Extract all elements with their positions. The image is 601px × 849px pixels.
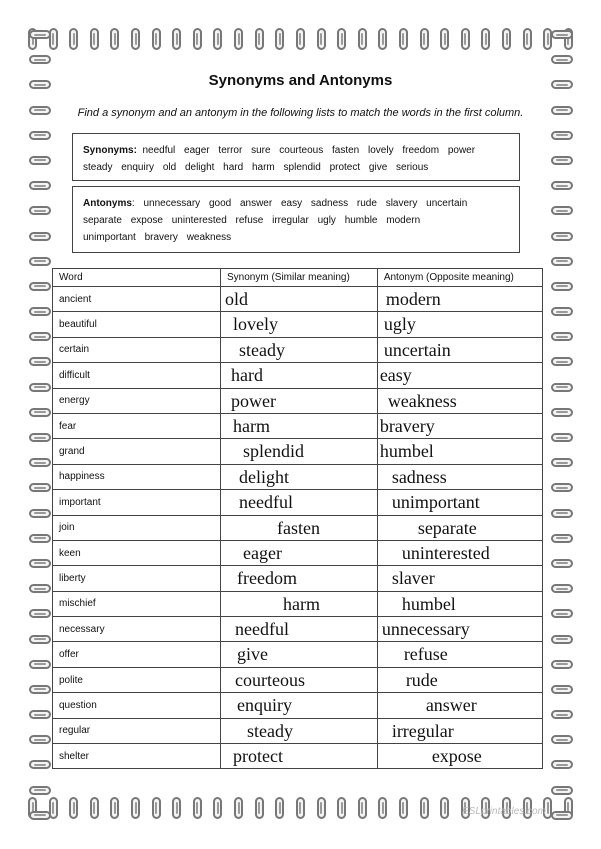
- paperclip-icon: [29, 660, 51, 669]
- antonym-cell: [377, 287, 542, 312]
- paperclip-icon: [461, 28, 470, 50]
- paperclip-icon: [69, 28, 78, 50]
- paperclip-icon: [551, 584, 573, 593]
- paperclip-icon: [29, 483, 51, 492]
- antonym-answer: answer: [425, 695, 477, 716]
- synonym-answer: lovely: [233, 314, 278, 335]
- word-cell: regular: [53, 718, 221, 743]
- synonym-cell: [221, 287, 378, 312]
- synonym-cell: [221, 566, 378, 591]
- synonym-cell: [221, 540, 378, 565]
- antonym-cell: [377, 693, 542, 718]
- table-row: [53, 363, 543, 388]
- word-cell: polite: [53, 667, 221, 692]
- paperclip-icon: [193, 797, 202, 819]
- paperclip-icon: [551, 156, 573, 165]
- paperclip-icon: [440, 797, 449, 819]
- antonym-cell: [377, 388, 542, 413]
- word-cell: necessary: [53, 617, 221, 642]
- antonym-cell: [377, 642, 542, 667]
- antonym-answer: bravery: [379, 415, 435, 436]
- table-row: [53, 540, 543, 565]
- paperclip-icon: [29, 332, 51, 341]
- word-cell: energy: [53, 388, 221, 413]
- antonym-answer: humbel: [379, 441, 434, 462]
- synonym-cell: [221, 693, 378, 718]
- paperclip-icon: [399, 28, 408, 50]
- word-cell: liberty: [53, 566, 221, 591]
- antonym-cell: [377, 515, 542, 540]
- antonyms-box: [72, 186, 520, 253]
- synonym-answer: courteous: [235, 669, 305, 690]
- word-cell: mischief: [53, 591, 221, 616]
- paperclip-icon: [551, 509, 573, 518]
- synonyms-list-line-2: steady enquiry old delight hard harm splendid protect give serious: [83, 162, 429, 173]
- synonym-answer: splendid: [243, 441, 304, 462]
- paperclip-icon: [29, 156, 51, 165]
- synonym-answer: steady: [247, 720, 293, 741]
- antonym-cell: [377, 464, 542, 489]
- antonym-answer: sadness: [391, 466, 447, 487]
- synonym-answer: freedom: [237, 568, 297, 589]
- paperclip-icon: [152, 28, 161, 50]
- paperclip-icon: [213, 28, 222, 50]
- synonym-cell: [221, 363, 378, 388]
- paperclip-border-right: [552, 30, 572, 820]
- paperclip-icon: [551, 232, 573, 241]
- antonym-cell: [377, 413, 542, 438]
- antonym-cell: [377, 591, 542, 616]
- synonym-cell: [221, 744, 378, 769]
- paperclip-icon: [378, 797, 387, 819]
- paperclip-icon: [551, 458, 573, 467]
- paperclip-icon: [255, 28, 264, 50]
- paperclip-icon: [29, 257, 51, 266]
- paperclip-border-left: [30, 30, 50, 820]
- word-cell: join: [53, 515, 221, 540]
- synonym-cell: [221, 312, 378, 337]
- synonym-answer: protect: [233, 746, 283, 767]
- table-row: [53, 617, 543, 642]
- synonym-cell: [221, 667, 378, 692]
- paperclip-icon: [110, 28, 119, 50]
- antonym-cell: [377, 667, 542, 692]
- paperclip-icon: [551, 206, 573, 215]
- paperclip-icon: [213, 797, 222, 819]
- paperclip-icon: [551, 282, 573, 291]
- paperclip-icon: [29, 55, 51, 64]
- synonym-cell: [221, 642, 378, 667]
- paperclip-icon: [29, 710, 51, 719]
- paperclip-icon: [551, 609, 573, 618]
- synonyms-box: [72, 133, 520, 181]
- paperclip-icon: [131, 28, 140, 50]
- synonym-answer: needful: [239, 492, 293, 513]
- paperclip-icon: [29, 458, 51, 467]
- paperclip-icon: [90, 28, 99, 50]
- antonym-answer: expose: [431, 746, 482, 767]
- antonym-answer: uninterested: [401, 542, 490, 563]
- synonym-answer: harm: [283, 593, 320, 614]
- antonym-cell: [377, 540, 542, 565]
- paperclip-icon: [551, 811, 573, 820]
- paperclip-icon: [29, 357, 51, 366]
- table-row: [53, 464, 543, 489]
- paperclip-icon: [551, 660, 573, 669]
- table-row: [53, 667, 543, 692]
- paperclip-icon: [29, 282, 51, 291]
- paperclip-icon: [481, 28, 490, 50]
- paperclip-border-top: [0, 28, 601, 54]
- paperclip-icon: [551, 55, 573, 64]
- table-row: [53, 413, 543, 438]
- table-row: [53, 566, 543, 591]
- antonym-cell: [377, 744, 542, 769]
- synonym-answer: hard: [231, 365, 263, 386]
- antonyms-list-line-2: separate expose uninterested refuse irregular ugly humble modern: [83, 215, 421, 226]
- watermark: ESLprintables.com: [462, 806, 546, 817]
- synonym-cell: [221, 464, 378, 489]
- paperclip-icon: [90, 797, 99, 819]
- synonym-cell: [221, 617, 378, 642]
- header-word: Word: [53, 269, 221, 287]
- paperclip-icon: [399, 797, 408, 819]
- paperclip-icon: [551, 786, 573, 795]
- table-row: [53, 744, 543, 769]
- paperclip-icon: [29, 735, 51, 744]
- paperclip-icon: [551, 257, 573, 266]
- paperclip-icon: [255, 797, 264, 819]
- paperclip-icon: [551, 635, 573, 644]
- table-row: [53, 642, 543, 667]
- paperclip-icon: [29, 433, 51, 442]
- antonyms-list-line-3: unimportant bravery weakness: [83, 232, 232, 243]
- paperclip-icon: [551, 181, 573, 190]
- synonym-cell: [221, 439, 378, 464]
- paperclip-icon: [440, 28, 449, 50]
- paperclip-icon: [378, 28, 387, 50]
- paperclip-icon: [29, 181, 51, 190]
- synonym-answer: give: [237, 644, 268, 665]
- answer-table: [52, 268, 543, 769]
- synonyms-label: Synonyms:: [83, 145, 137, 156]
- antonym-answer: separate: [417, 517, 477, 538]
- paperclip-icon: [317, 797, 326, 819]
- synonym-answer: old: [225, 289, 249, 309]
- synonym-answer: steady: [239, 339, 285, 360]
- table-row: [53, 388, 543, 413]
- antonym-answer: uncertain: [383, 339, 451, 360]
- antonym-answer: irregular: [391, 720, 454, 741]
- paperclip-icon: [551, 357, 573, 366]
- paperclip-icon: [234, 28, 243, 50]
- word-cell: fear: [53, 413, 221, 438]
- paperclip-icon: [551, 131, 573, 140]
- word-cell: ancient: [53, 287, 221, 312]
- synonym-cell: [221, 591, 378, 616]
- synonym-cell: [221, 718, 378, 743]
- paperclip-icon: [551, 307, 573, 316]
- paperclip-icon: [29, 30, 51, 39]
- antonym-answer: refuse: [403, 644, 448, 665]
- antonym-answer: rude: [405, 669, 438, 690]
- antonym-answer: modern: [385, 289, 441, 309]
- synonym-answer: power: [231, 390, 276, 411]
- antonym-cell: [377, 363, 542, 388]
- word-cell: keen: [53, 540, 221, 565]
- antonym-cell: [377, 312, 542, 337]
- paperclip-icon: [193, 28, 202, 50]
- paperclip-icon: [551, 483, 573, 492]
- antonym-answer: slaver: [391, 568, 435, 589]
- paperclip-icon: [29, 811, 51, 820]
- paperclip-icon: [131, 797, 140, 819]
- paperclip-icon: [69, 797, 78, 819]
- paperclip-icon: [358, 28, 367, 50]
- paperclip-icon: [29, 509, 51, 518]
- synonym-answer: needful: [235, 619, 289, 640]
- paperclip-icon: [234, 797, 243, 819]
- table-row: [53, 693, 543, 718]
- table-row: [53, 718, 543, 743]
- paperclip-icon: [29, 383, 51, 392]
- paperclip-icon: [337, 797, 346, 819]
- word-cell: beautiful: [53, 312, 221, 337]
- header-synonym: Synonym (Similar meaning): [221, 269, 378, 287]
- paperclip-icon: [296, 797, 305, 819]
- paperclip-icon: [172, 28, 181, 50]
- paperclip-icon: [317, 28, 326, 50]
- table-row: [53, 490, 543, 515]
- antonym-answer: weakness: [387, 390, 457, 411]
- antonym-answer: easy: [379, 365, 412, 386]
- table-row: [53, 515, 543, 540]
- paperclip-icon: [551, 559, 573, 568]
- paperclip-icon: [551, 685, 573, 694]
- antonym-cell: [377, 337, 542, 362]
- paperclip-icon: [152, 797, 161, 819]
- word-cell: difficult: [53, 363, 221, 388]
- paperclip-icon: [358, 797, 367, 819]
- paperclip-icon: [29, 307, 51, 316]
- paperclip-icon: [29, 685, 51, 694]
- word-cell: important: [53, 490, 221, 515]
- paperclip-icon: [551, 534, 573, 543]
- table-row: [53, 439, 543, 464]
- word-cell: offer: [53, 642, 221, 667]
- antonym-cell: [377, 566, 542, 591]
- paperclip-icon: [296, 28, 305, 50]
- word-cell: question: [53, 693, 221, 718]
- paperclip-icon: [29, 232, 51, 241]
- table-row: [53, 287, 543, 312]
- paperclip-icon: [551, 433, 573, 442]
- paperclip-icon: [29, 408, 51, 417]
- instructions: Find a synonym and an antonym in the following lists to match the words in the first column.: [77, 107, 524, 119]
- paperclip-icon: [551, 332, 573, 341]
- synonym-cell: [221, 413, 378, 438]
- word-cell: happiness: [53, 464, 221, 489]
- paperclip-icon: [420, 28, 429, 50]
- paperclip-icon: [29, 609, 51, 618]
- paperclip-icon: [420, 797, 429, 819]
- word-cell: shelter: [53, 744, 221, 769]
- paperclip-icon: [337, 28, 346, 50]
- paperclip-icon: [551, 735, 573, 744]
- synonym-answer: harm: [233, 415, 270, 436]
- antonyms-label: Antonyms: [83, 198, 132, 209]
- paperclip-icon: [551, 710, 573, 719]
- table-row: [53, 337, 543, 362]
- paperclip-icon: [110, 797, 119, 819]
- paperclip-icon: [29, 635, 51, 644]
- paperclip-icon: [29, 534, 51, 543]
- word-cell: grand: [53, 439, 221, 464]
- synonym-cell: [221, 388, 378, 413]
- synonym-answer: fasten: [277, 517, 320, 538]
- antonym-answer: unnecessary: [381, 619, 470, 640]
- antonym-cell: [377, 490, 542, 515]
- paperclip-icon: [29, 559, 51, 568]
- paperclip-icon: [551, 760, 573, 769]
- synonym-cell: [221, 490, 378, 515]
- synonym-answer: enquiry: [237, 695, 292, 716]
- table-row: [53, 312, 543, 337]
- table-header-row: [53, 269, 543, 287]
- paperclip-icon: [29, 206, 51, 215]
- table-row: [53, 591, 543, 616]
- antonym-answer: unimportant: [391, 492, 480, 513]
- synonym-cell: [221, 515, 378, 540]
- synonym-answer: delight: [239, 466, 289, 487]
- antonym-cell: [377, 718, 542, 743]
- antonym-answer: humbel: [401, 593, 456, 614]
- paperclip-icon: [275, 797, 284, 819]
- paperclip-icon: [551, 30, 573, 39]
- synonyms-list-line-1: needful eager terror sure courteous fasten lovely freedom power: [142, 145, 476, 156]
- paperclip-icon: [29, 786, 51, 795]
- word-cell: certain: [53, 337, 221, 362]
- paperclip-icon: [523, 28, 532, 50]
- page-title: Synonyms and Antonyms: [208, 72, 393, 89]
- paperclip-icon: [29, 584, 51, 593]
- paperclip-icon: [502, 28, 511, 50]
- synonym-cell: [221, 337, 378, 362]
- synonym-answer: eager: [243, 542, 282, 563]
- antonyms-list-line-1: : unnecessary good answer easy sadness rude slavery uncertain: [131, 198, 468, 209]
- antonym-cell: [377, 617, 542, 642]
- antonym-answer: ugly: [383, 314, 416, 335]
- paperclip-icon: [172, 797, 181, 819]
- antonym-cell: [377, 439, 542, 464]
- paperclip-icon: [551, 408, 573, 417]
- header-antonym: Antonym (Opposite meaning): [377, 269, 542, 287]
- paperclip-icon: [29, 131, 51, 140]
- paperclip-icon: [551, 383, 573, 392]
- paperclip-icon: [29, 760, 51, 769]
- paperclip-icon: [275, 28, 284, 50]
